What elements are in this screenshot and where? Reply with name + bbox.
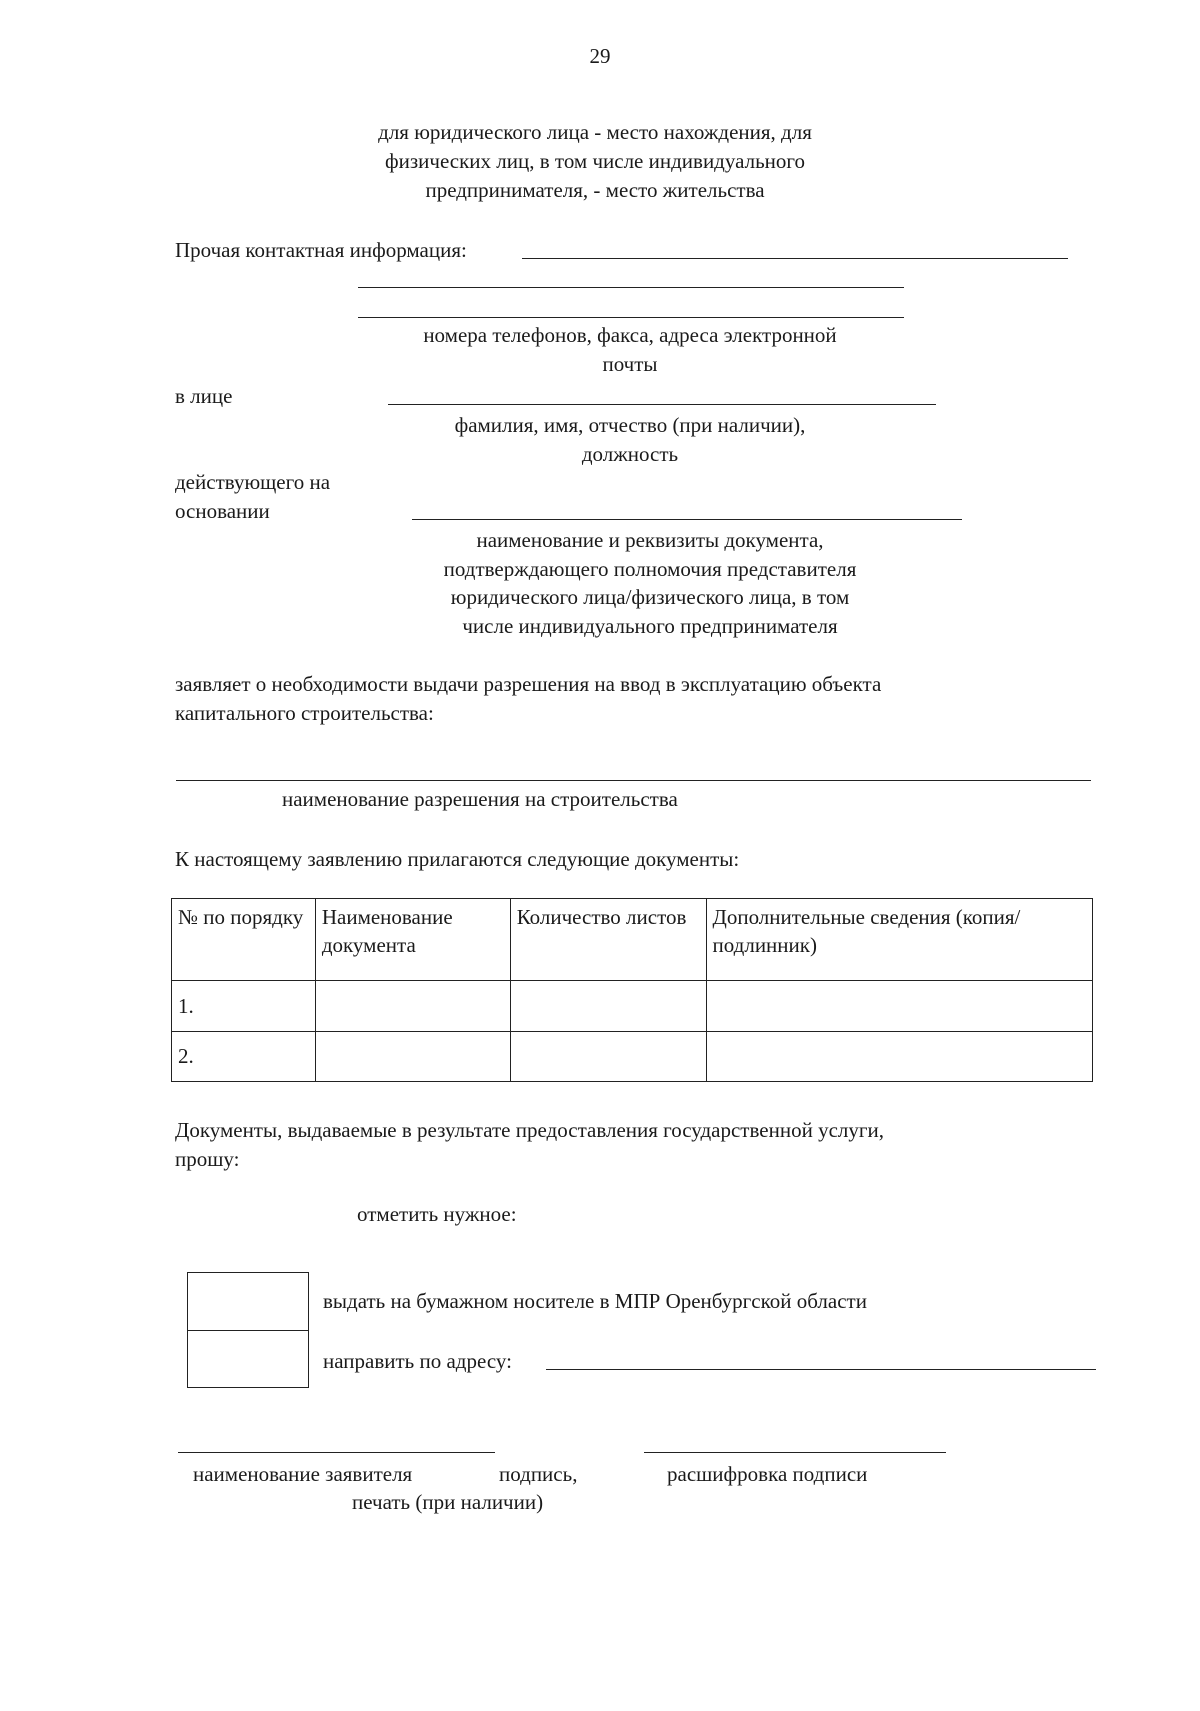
delivery-line2: прошу: — [175, 1147, 240, 1171]
contact-input-line-1[interactable] — [522, 258, 1068, 259]
applicant-name-caption: наименование заявителя — [193, 1462, 413, 1486]
header-document-name: Наименование документа — [315, 899, 510, 981]
row-sheet-count-cell[interactable] — [510, 981, 706, 1031]
permit-name-caption: наименование разрешения на строительства — [282, 787, 678, 811]
delivery-line1: Документы, выдаваемые в результате предоставления государственной услуги, — [175, 1118, 884, 1142]
representative-caption-line2: должность — [581, 442, 679, 466]
basis-caption-line1: наименование и реквизиты документа, — [476, 528, 824, 552]
signature-caption-line2: печать (при наличии) — [352, 1490, 544, 1514]
representative-caption-line1: фамилия, имя, отчество (при наличии), — [454, 413, 806, 437]
attachments-intro: К настоящему заявлению прилагаются следующие документы: — [175, 847, 740, 871]
basis-caption-line3: юридического лица/физического лица, в том — [450, 585, 850, 609]
header-additional-info: Дополнительные сведения (копия/подлинник) — [706, 899, 1092, 981]
statement-line2: капитального строительства: — [175, 701, 434, 725]
address-caption-line1: для юридического лица - место нахождения, для — [378, 120, 812, 144]
contact-label: Прочая контактная информация: — [175, 238, 467, 262]
representative-input-line[interactable] — [388, 404, 936, 405]
address-delivery-label: направить по адресу: — [323, 1349, 512, 1373]
delivery-address-input-line[interactable] — [546, 1369, 1096, 1370]
page-number: 29 — [589, 44, 611, 68]
signature-decoding-caption: расшифровка подписи — [667, 1462, 868, 1486]
table-row — [172, 981, 1093, 1031]
paper-delivery-label: выдать на бумажном носителе в МПР Оренбургской области — [323, 1289, 867, 1313]
contact-caption-line1: номера телефонов, факса, адреса электронной — [423, 323, 837, 347]
address-caption-line2: физических лиц, в том числе индивидуального — [385, 149, 805, 173]
basis-caption-line2: подтверждающего полномочия представителя — [443, 557, 857, 581]
signature-decoding-line[interactable] — [644, 1452, 946, 1453]
representative-label: в лице — [175, 384, 233, 408]
delivery-hint: отметить нужное: — [357, 1202, 517, 1226]
statement-line1: заявляет о необходимости выдачи разрешения на ввод в эксплуатацию объекта — [175, 672, 882, 696]
contact-input-line-3[interactable] — [358, 317, 904, 318]
row-sheet-count-cell[interactable] — [510, 1031, 706, 1081]
basis-label-line2: основании — [175, 499, 270, 523]
basis-caption-line4: числе индивидуального предпринимателя — [462, 614, 838, 638]
header-sheet-count: Количество листов — [510, 899, 706, 981]
row-document-name-cell[interactable] — [315, 981, 510, 1031]
address-caption-line3: предпринимателя, - место жительства — [425, 178, 765, 202]
contact-caption-line2: почты — [602, 352, 658, 376]
signature-caption-line1: подпись, — [499, 1462, 578, 1486]
row-additional-info-cell[interactable] — [706, 981, 1092, 1031]
paper-delivery-checkbox[interactable] — [187, 1272, 309, 1332]
table-header-row — [172, 899, 1093, 981]
header-number: № по порядку — [172, 899, 316, 981]
contact-input-line-2[interactable] — [358, 287, 904, 288]
address-delivery-checkbox[interactable] — [187, 1330, 309, 1388]
basis-input-line[interactable] — [412, 519, 962, 520]
applicant-name-line[interactable] — [178, 1452, 495, 1453]
attachments-table — [171, 898, 1093, 1082]
basis-label-line1: действующего на — [175, 470, 331, 494]
row-document-name-cell[interactable] — [315, 1031, 510, 1081]
permit-name-input-line[interactable] — [176, 780, 1091, 781]
row-additional-info-cell[interactable] — [706, 1031, 1092, 1081]
table-row — [172, 1031, 1093, 1081]
row-number: 1. — [172, 981, 316, 1031]
row-number: 2. — [172, 1031, 316, 1081]
